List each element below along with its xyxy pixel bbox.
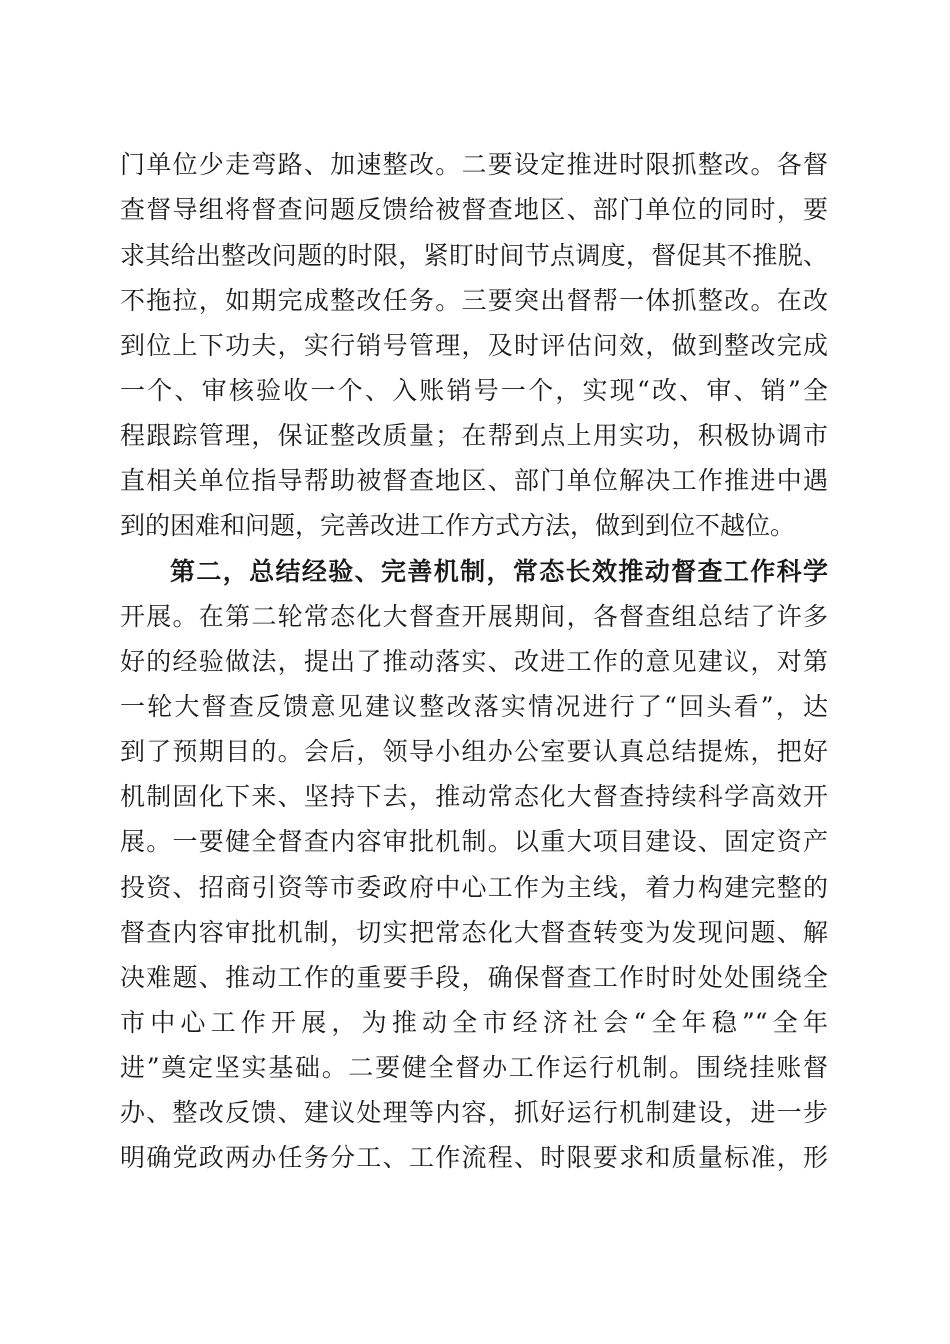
text-line: 展。一要健全督查内容审批机制。以重大项目建设、固定资产 bbox=[120, 827, 828, 856]
text-line: 明确党政两办任务分工、工作流程、时限要求和质量标准，形 bbox=[120, 1143, 828, 1172]
text-line: 一个、审核验收一个、入账销号一个，实现“改、审、销”全 bbox=[120, 376, 828, 405]
text-line: 到的困难和问题，完善改进工作方式方法，做到到位不越位。 bbox=[120, 511, 796, 540]
text-line: 办、整改反馈、建议处理等内容，抓好运行机制建设，进一步 bbox=[120, 1098, 828, 1127]
text-line: 不拖拉，如期完成整改任务。三要突出督帮一体抓整改。在改 bbox=[120, 286, 828, 315]
text-line: 机制固化下来、坚持下去，推动常态化大督查持续科学高效开 bbox=[120, 782, 828, 811]
text-line: 求其给出整改问题的时限，紧盯时间节点调度，督促其不推脱、 bbox=[120, 241, 828, 270]
text-line: 程跟踪管理，保证整改质量；在帮到点上用实功，积极协调市 bbox=[120, 421, 828, 450]
text-line: 决难题、推动工作的重要手段，确保督查工作时时处处围绕全 bbox=[120, 963, 828, 992]
text-line: 门单位少走弯路、加速整改。二要设定推进时限抓整改。各督 bbox=[120, 150, 828, 179]
text-line: 查督导组将督查问题反馈给被督查地区、部门单位的同时，要 bbox=[120, 195, 828, 224]
text-line: 开展。在第二轮常态化大督查开展期间，各督查组总结了许多 bbox=[120, 602, 828, 631]
text-line: 投资、招商引资等市委政府中心工作为主线，着力构建完整的 bbox=[120, 873, 828, 902]
text-line: 督查内容审批机制，切实把常态化大督查转变为发现问题、解 bbox=[120, 918, 828, 947]
text-line: 到位上下功夫，实行销号管理，及时评估问效，做到整改完成 bbox=[120, 331, 828, 360]
text-line: 一轮大督查反馈意见建议整改落实情况进行了“回头看”，达 bbox=[120, 692, 828, 721]
section-heading-line: 第二，总结经验、完善机制，常态长效推动督查工作科学 bbox=[170, 557, 828, 586]
text-line: 进”奠定坚实基础。二要健全督办工作运行机制。围绕挂账督 bbox=[120, 1053, 828, 1082]
text-line: 市中心工作开展，为推动全市经济社会“全年稳”“全年 bbox=[120, 1008, 828, 1037]
text-line: 直相关单位指导帮助被督查地区、部门单位解决工作推进中遇 bbox=[120, 466, 828, 495]
text-line: 好的经验做法，提出了推动落实、改进工作的意见建议，对第 bbox=[120, 647, 828, 676]
text-line: 到了预期目的。会后，领导小组办公室要认真总结提炼，把好 bbox=[120, 737, 828, 766]
